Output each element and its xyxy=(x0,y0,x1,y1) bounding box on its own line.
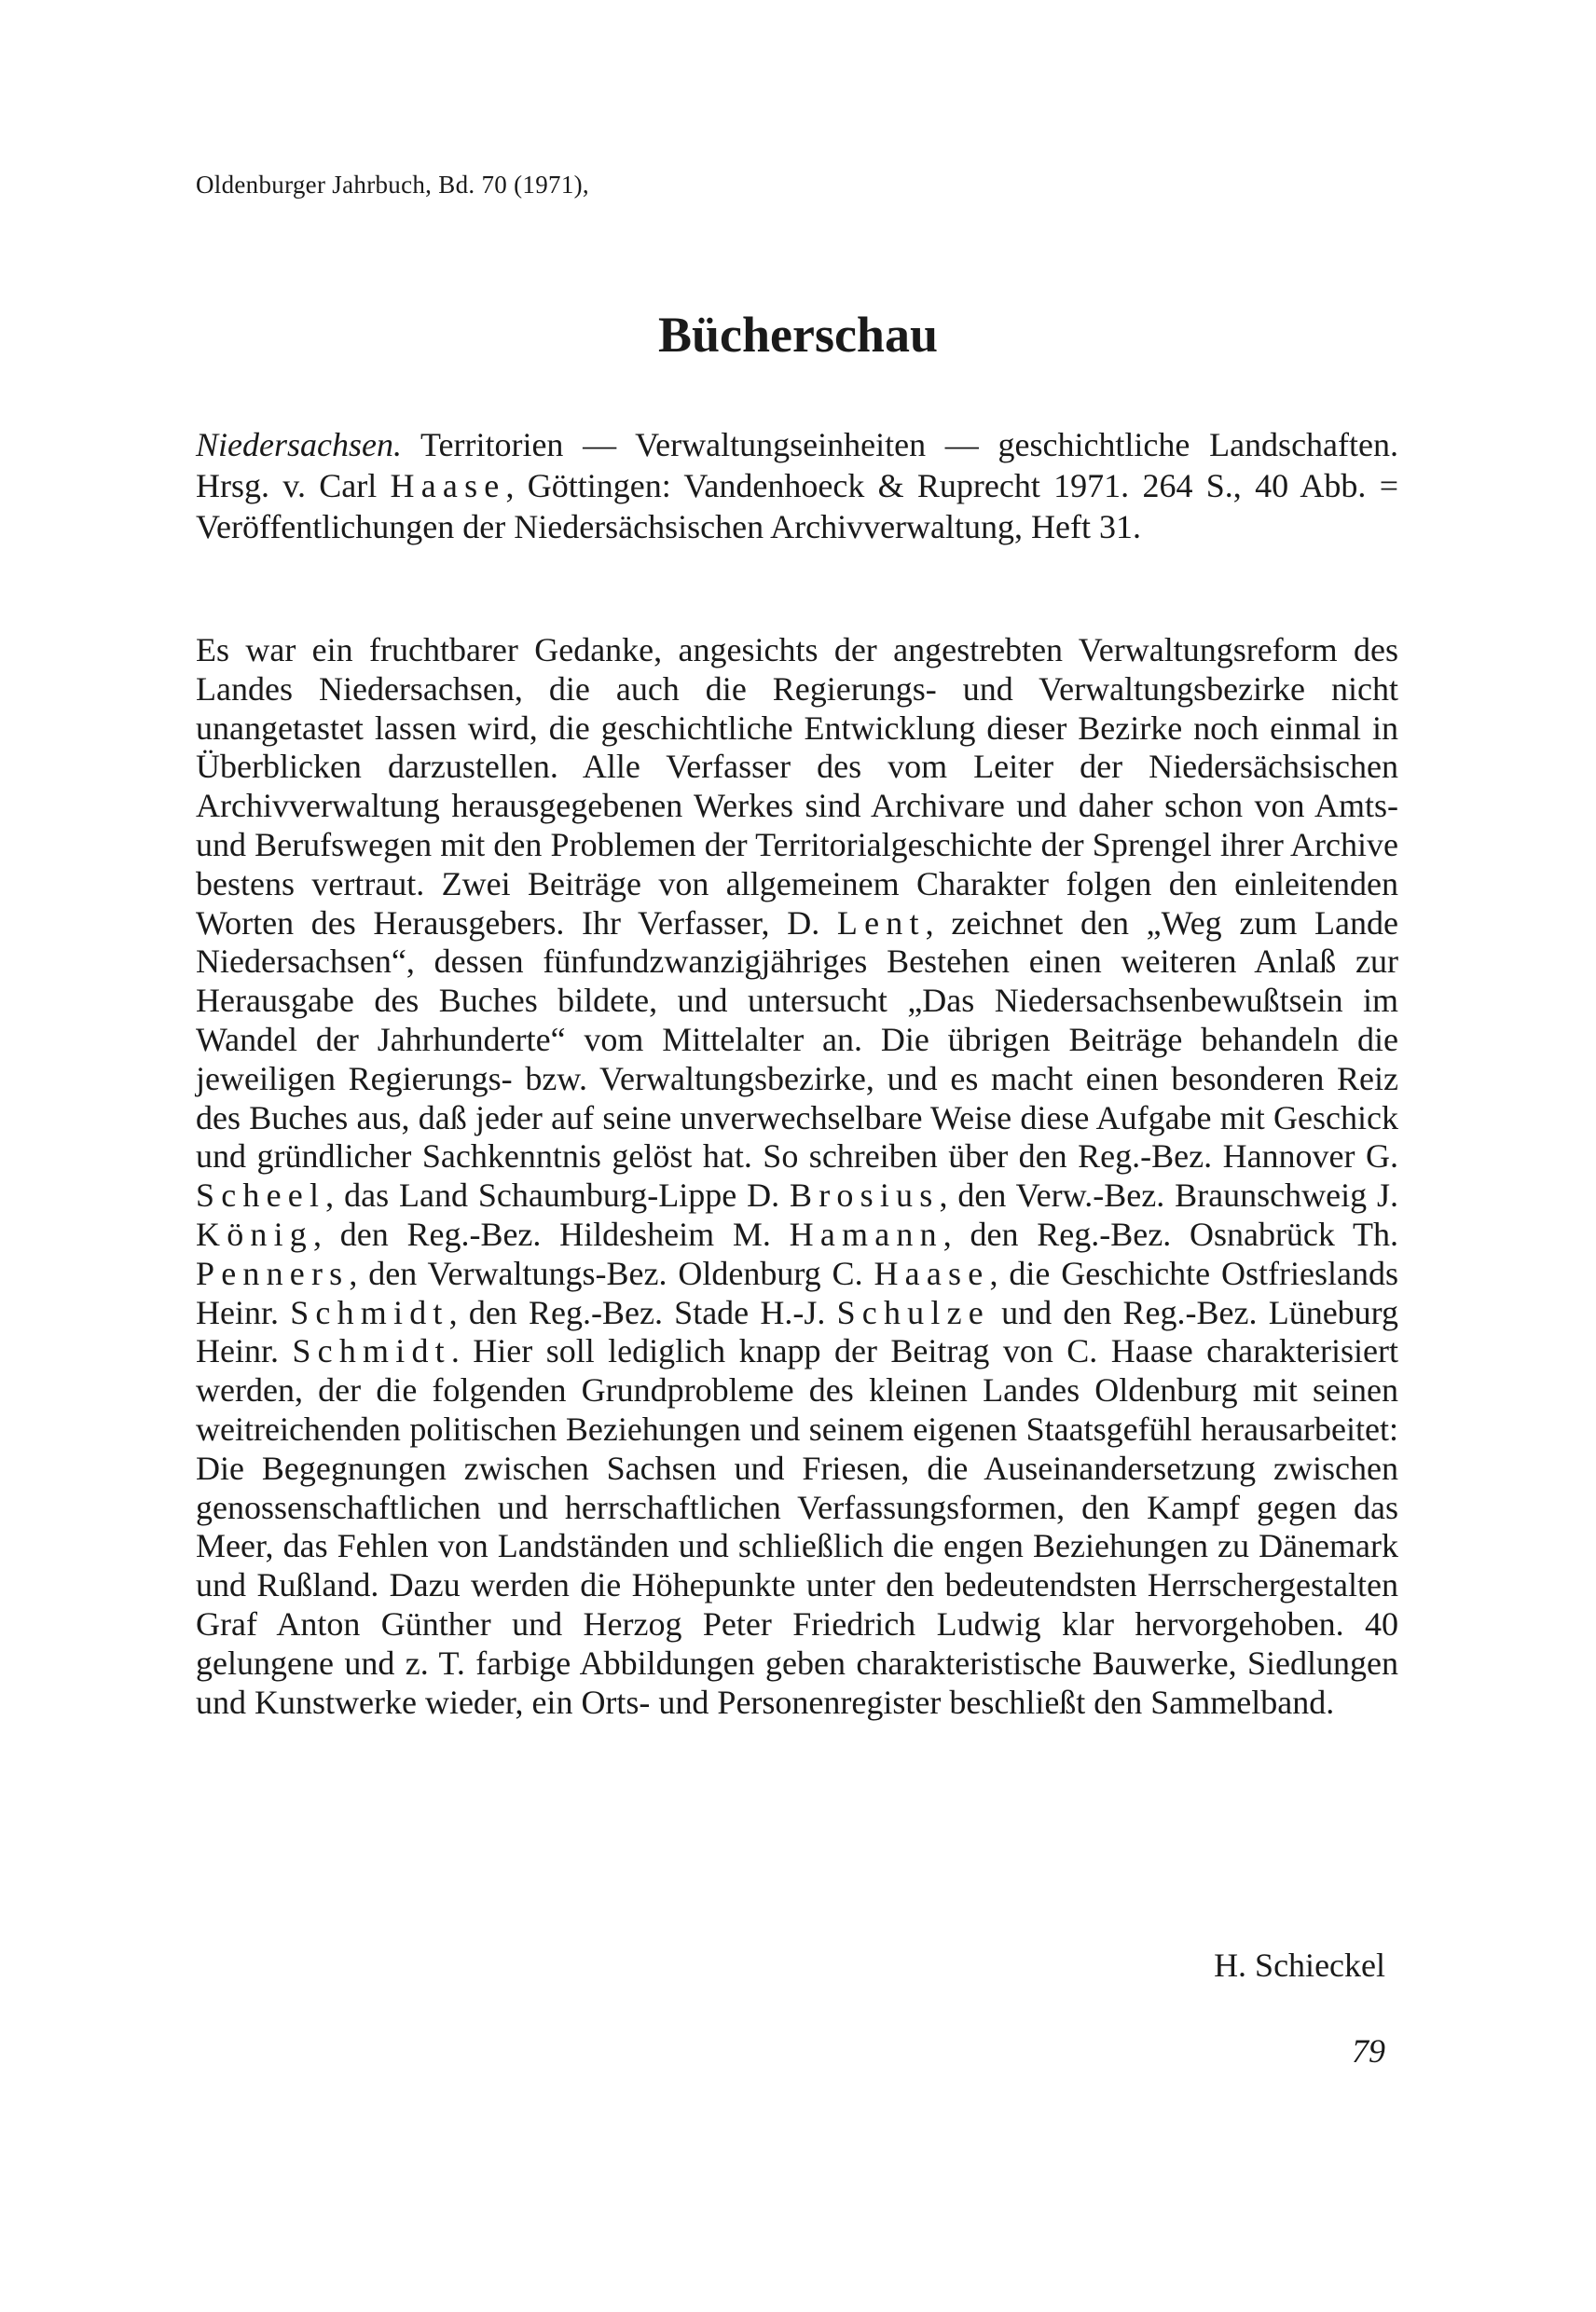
reviewer-signature: H. Schieckel xyxy=(1214,1947,1385,1984)
body-text-segment: , zeichnet den „Weg zum Lande Niedersachsen“, dessen fünfundzwanzigjähriges Bestehen einen weiteren Anlaß zur Herausgabe des Buches bildete, und untersucht „Das Niedersachsenbewußtsein im Wandel der Jahrhunderte“ vom Mittelalter an. Die übrigen Beiträge behandeln die jeweiligen Regierungs- bzw. Verwaltungsbezirke, und es macht einen besonderen Reiz des Buches aus, daß jeder auf seine unverwechselbare Weise diese Aufgabe mit Geschick und gründlicher Sachkenntnis gelöst hat. So schreiben über den Reg.-Bez. Hannover G. xyxy=(196,903,1398,1176)
body-text-segment: , das Land Schaumburg-Lippe D. xyxy=(325,1177,791,1215)
body-text-segment: . Hier soll lediglich knapp der Beitrag von C. Haase charakterisiert werden, der die folgenden Grundprobleme des kleinen Landes Oldenburg mit seinen weitreichenden politischen Beziehungen und seinem eigenen Staatsgefühl herausarbeitet: Die Begegnungen zwischen Sachsen und Friesen, die Auseinandersetzung zwischen genossenschaftlichen und herrschaftlichen Verfassungsformen, den Kampf gegen das Meer, das Fehlen von Landständen und schließlich die engen Beziehungen zu Dänemark und Rußland. Dazu werden die Höhepunkte unter den bedeutendsten Herrschergestalten Graf Anton Günther und Herzog Peter Friedrich Ludwig klar hervorgehoben. 40 gelungene und z. T. farbige Abbildungen geben charakteristische Bauwerke, Siedlungen und Kunstwerke wieder, ein Orts- und Personenregister beschließt den Sammelband. xyxy=(196,1332,1398,1721)
author-name: Haase xyxy=(874,1254,990,1292)
work-subtitle: Territorien — Verwaltungseinheiten — geschichtliche Landschaften. Hrsg. v. Carl xyxy=(196,426,1398,504)
work-title: Niedersachsen. xyxy=(196,426,402,463)
body-text-segment: , den Verw.-Bez. Braunschweig J. xyxy=(939,1177,1398,1215)
body-text-segment: , den Reg.-Bez. Hildesheim M. xyxy=(313,1215,790,1253)
body-text-segment: , den Verwaltungs-Bez. Oldenburg C. xyxy=(349,1254,874,1292)
body-text-segment: , die Geschichte Ostfrieslands Heinr. xyxy=(196,1254,1399,1331)
review-body xyxy=(196,631,1398,1722)
author-name: König xyxy=(196,1215,313,1253)
author-name: Hamann xyxy=(789,1215,943,1253)
body-text-segment: und den Reg.-Bez. Lüneburg Heinr. xyxy=(196,1293,1399,1370)
author-name: Schulze xyxy=(836,1293,990,1331)
author-name: Lent xyxy=(836,903,926,942)
author-name: Penners xyxy=(196,1254,350,1292)
author-name: Scheel xyxy=(196,1177,326,1215)
author-name: Schmidt xyxy=(292,1332,451,1370)
bibliographic-entry xyxy=(196,424,1398,547)
publication-details: , Göttingen: Vandenhoeck & Ruprecht 1971. 264 S., 40 Abb. = Veröffentlichungen der Niedersächsischen Archivverwaltung, Heft 31. xyxy=(196,467,1398,545)
page-number: 79 xyxy=(1352,2032,1385,2070)
body-text-segment: , den Reg.-Bez. Osnabrück Th. xyxy=(942,1215,1398,1253)
author-name: Schmidt xyxy=(290,1293,449,1331)
section-title: Bücherschau xyxy=(657,307,939,363)
editor-surname: Haase xyxy=(390,467,506,504)
body-text-segment: , den Reg.-Bez. Stade H.-J. xyxy=(448,1293,837,1331)
body-text-segment: Es war ein fruchtbarer Gedanke, angesichts der angestrebten Verwaltungsreform des Landes Niedersachsen, die auch die Regierungs- und Verwaltungsbezirke nicht unangetastet lassen wird, die geschichtliche Entwicklung dieser Bezirke noch einmal in Überblicken darzustellen. Alle Verfasser des vom Leiter der Niedersächsischen Archivverwaltung herausgegebenen Werkes sind Archivare und daher schon von Amts- und Berufswegen mit den Problemen der Territorialgeschichte der Sprengel ihrer Archive bestens vertraut. Zwei Beiträge von allgemeinem Charakter folgen den einleitenden Worten des Herausgebers. Ihr Verfasser, D. xyxy=(196,631,1398,942)
running-head: Oldenburger Jahrbuch, Bd. 70 (1971), xyxy=(196,171,589,199)
author-name: Brosius xyxy=(790,1177,940,1215)
